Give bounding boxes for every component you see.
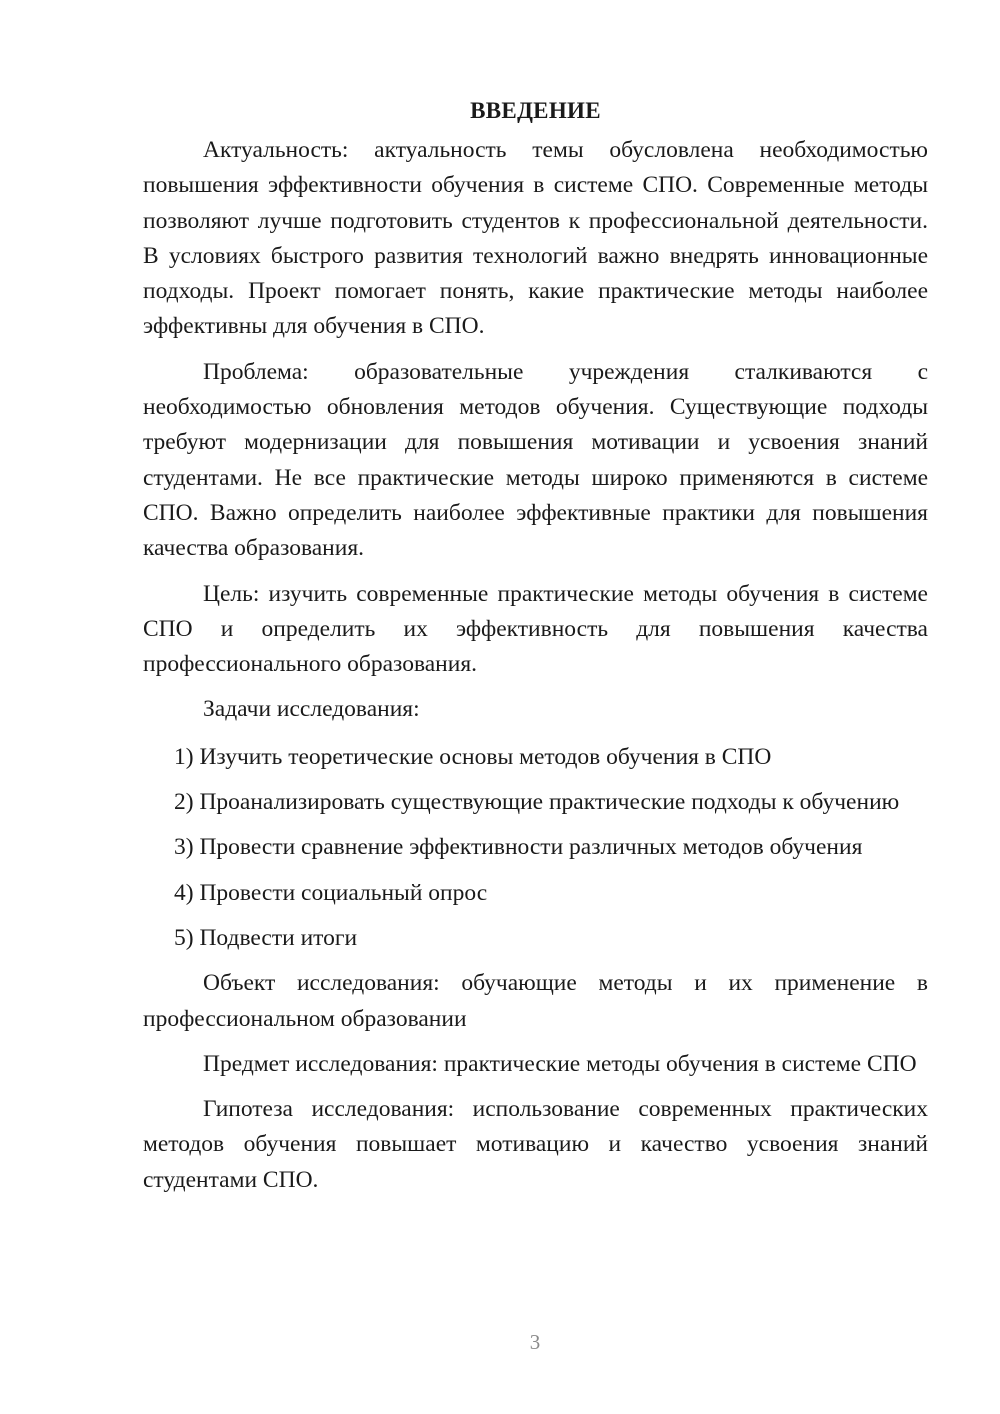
tasks-list <box>143 740 928 956</box>
relevance-paragraph: Актуальность: актуальность темы обусловлена необходимостью повышения эффективности обучения в системе СПО. Современные методы позволяют лучше подготовить студентов к профессиональной деятельности. В условиях быстрого развития технологий важно внедрять инновационные подходы. Проект помогает понять, какие практические методы наиболее эффективны для обучения в СПО. <box>143 137 928 340</box>
page-number: 3 <box>529 1330 541 1354</box>
object-paragraph: Объект исследования: обучающие методы и их применение в профессиональном образовании <box>143 970 928 1032</box>
task-item: 1) Изучить теоретические основы методов обучения в СПО <box>174 743 772 770</box>
task-item: 3) Провести сравнение эффективности различных методов обучения <box>174 834 863 861</box>
section-heading: ВВЕДЕНИЕ <box>470 98 601 123</box>
hypothesis-paragraph: Гипотеза исследования: использование современных практических методов обучения повышает мотивацию и качество усвоения знаний студентами СПО. <box>143 1096 928 1193</box>
task-item: 5) Подвести итоги <box>174 924 358 951</box>
goal-paragraph: Цель: изучить современные практические методы обучения в системе СПО и определить их эффективность для повышения качества профессионального образования. <box>143 580 928 678</box>
page-content <box>143 93 928 1198</box>
task-item: 4) Провести социальный опрос <box>174 879 488 906</box>
task-item: 2) Проанализировать существующие практические подходы к обучению <box>174 789 900 816</box>
problem-paragraph: Проблема: образовательные учреждения сталкиваются с необходимостью обновления методов обучения. Существующие подходы требуют модернизации для повышения мотивации и усвоения знаний студентами. Не все практические методы широко применяются в системе СПО. Важно определить наиболее эффективные практики для повышения качества образования. <box>143 358 928 562</box>
tasks-title: Задачи исследования: <box>203 696 420 723</box>
subject-paragraph: Предмет исследования: практические методы обучения в системе СПО <box>203 1050 917 1077</box>
